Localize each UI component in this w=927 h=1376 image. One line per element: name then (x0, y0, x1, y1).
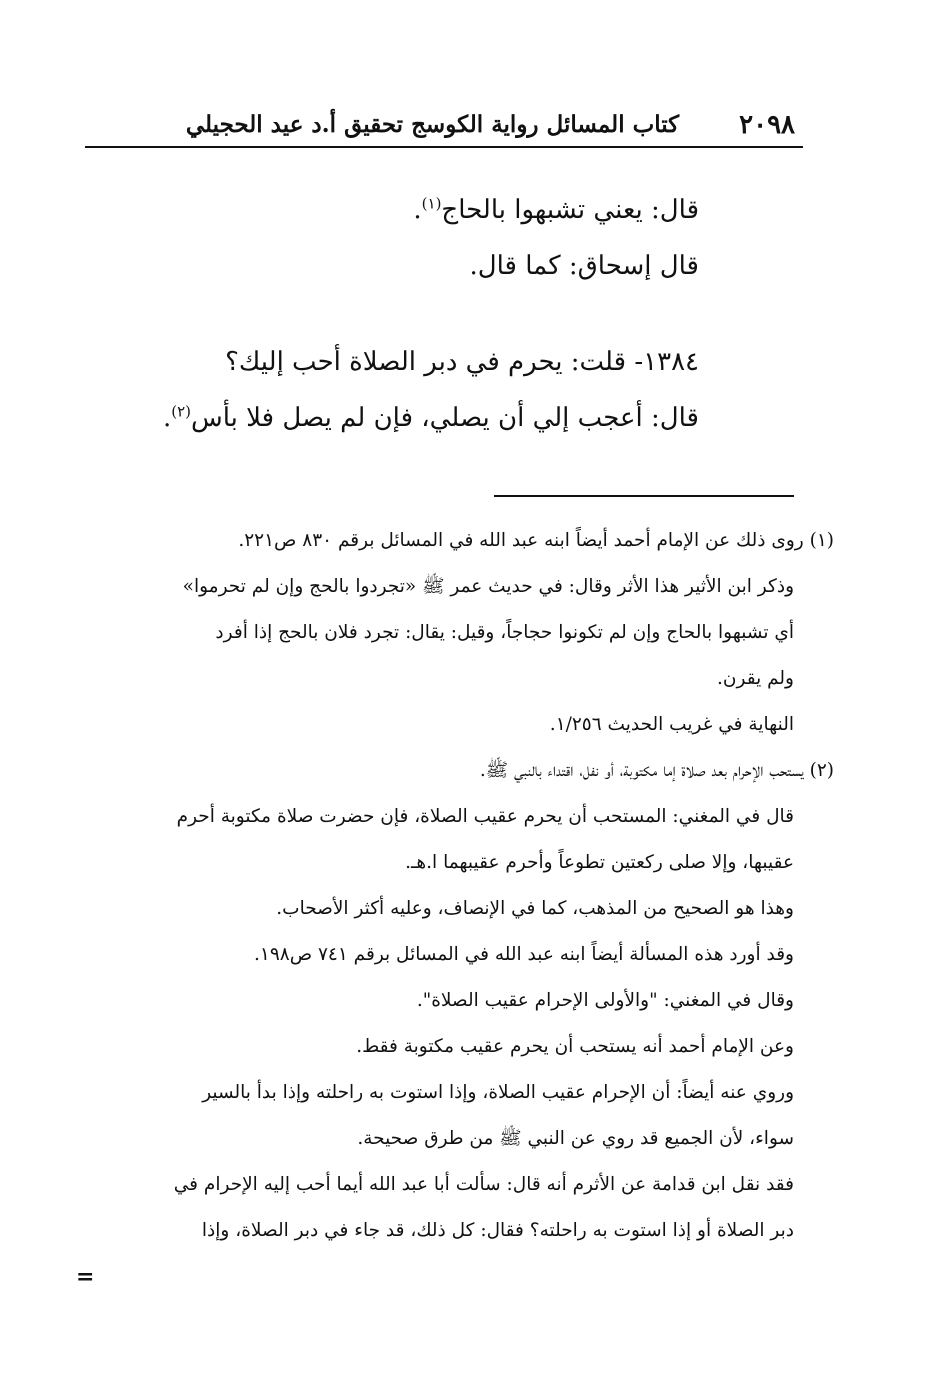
footnote-line: (٢) يستحب الإحرام بعد صلاة إما مكتوبة، أو نفل، اقتداء بالنبي ﷺ. (479, 760, 834, 781)
main-text (162, 182, 699, 446)
footnote-line: وذكر ابن الأثير هذا الأثر وقال: في حديث عمر ﷺ «تجردوا بالحج وإن لم تحرموا» (182, 576, 794, 597)
answer-text: قال: أعجب إلي أن يصلي، فإن لم يصل فلا بأس (190, 403, 699, 433)
footnote-line: أي تشبهوا بالحاج وإن لم تكونوا حجاجاً، وقيل: يقال: تجرد فلان بالحج إذا أفرد (215, 622, 794, 643)
continuation-mark: = (76, 1264, 95, 1290)
footnote-line: وقال في المغني: "والأولى الإحرام عقيب الصلاة". (416, 990, 794, 1011)
footnote-line: (١) روى ذلك عن الإمام أحمد أيضاً ابنه عبد الله في المسائل برقم ٨٣٠ ص٢٢١. (238, 530, 834, 551)
main-line: قال إسحاق: كما قال. (469, 251, 699, 281)
footnote-separator (494, 495, 794, 497)
footnote-line: سواء، لأن الجميع قد روي عن النبي ﷺ من طرق صحيحة. (357, 1128, 794, 1149)
main-line: قال: يعني تشبهوا بالحاج$^{(١)}$. (413, 194, 699, 225)
footnotes (94, 518, 834, 1254)
main-line-text: قال: يعني تشبهوا بالحاج (441, 195, 699, 225)
running-title: كتاب المسائل رواية الكوسج تحقيق أ.د عيد الحجيلي (185, 111, 680, 138)
footnote-line: دبر الصلاة أو إذا استوت به راحلته؟ فقال: كل ذلك، قد جاء في دبر الصلاة، وإذا (201, 1220, 794, 1241)
footnote-line: وعن الإمام أحمد أنه يستحب أن يحرم عقيب مكتوبة فقط. (356, 1036, 794, 1057)
page-number: ٢٠٩٨ (739, 110, 795, 140)
page-header (85, 102, 803, 148)
footnote-line: وقد أورد هذه المسألة أيضاً ابنه عبد الله في المسائل برقم ٧٤١ ص١٩٨. (254, 944, 794, 965)
footnote-line: عقيبها، وإلا صلى ركعتين تطوعاً وأحرم عقيبهما ا.هـ. (405, 852, 794, 873)
answer-line: قال: أعجب إلي أن يصلي، فإن لم يصل فلا بأس$^{(٢)}$. (162, 402, 699, 433)
footnote-line: وهذا هو الصحيح من المذهب، كما في الإنصاف، وعليه أكثر الأصحاب. (276, 898, 794, 919)
footnote-line: النهاية في غريب الحديث ١/٢٥٦. (549, 714, 794, 735)
footnote-line: فقد نقل ابن قدامة عن الأثرم أنه قال: سألت أبا عبد الله أيما أحب إليه الإحرام في (173, 1174, 794, 1195)
footnote-line: ولم يقرن. (717, 668, 794, 689)
footnote-line: وروي عنه أيضاً: أن الإحرام عقيب الصلاة، وإذا استوت به راحلته وإذا بدأ بالسير (202, 1082, 794, 1103)
footnote-ref-1[interactable]: (١) (421, 194, 442, 213)
footnote-line: قال في المغني: المستحب أن يحرم عقيب الصلاة، فإن حضرت صلاة مكتوبة أحرم (176, 806, 794, 827)
question-line: ١٣٨٤- قلت: يحرم في دبر الصلاة أحب إليك؟ (225, 347, 699, 377)
footnote-ref-2[interactable]: (٢) (171, 402, 191, 421)
